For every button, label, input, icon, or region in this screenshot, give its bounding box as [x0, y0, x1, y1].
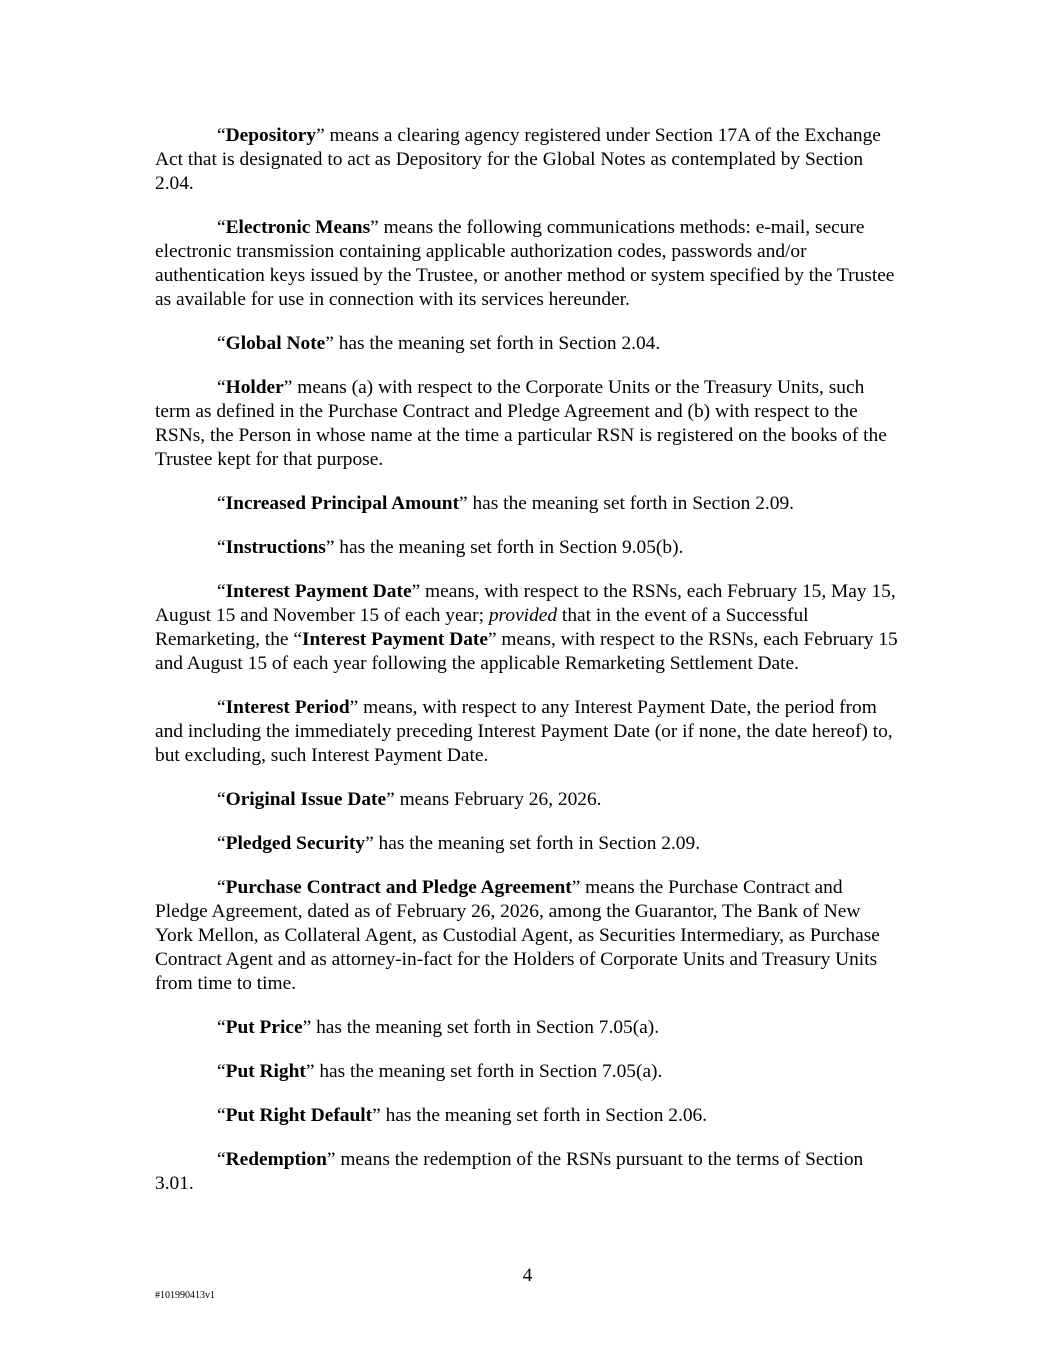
defined-term: Put Right — [225, 1061, 306, 1082]
close-quote: ” — [316, 125, 325, 146]
open-quote: “ — [217, 1061, 226, 1082]
defined-term: Redemption — [225, 1149, 327, 1170]
close-quote: ” — [459, 493, 468, 514]
close-quote: ” — [349, 697, 359, 718]
definition-redemption — [155, 1148, 900, 1196]
open-quote: “ — [217, 697, 226, 718]
definition-instructions — [155, 536, 900, 560]
close-quote: ” — [365, 833, 374, 854]
open-quote: “ — [217, 377, 226, 398]
open-quote: “ — [217, 493, 226, 514]
definition-electronic-means — [155, 216, 900, 312]
defined-term: Interest Period — [225, 697, 350, 718]
defined-term: Original Issue Date — [225, 789, 387, 810]
definition-text: has the meaning set forth in Section 9.05(b). — [334, 537, 684, 558]
definition-text: has the meaning set forth in Section 2.09. — [467, 493, 794, 514]
open-quote: “ — [217, 833, 226, 854]
open-quote: “ — [217, 333, 226, 354]
definition-text: has the meaning set forth in Section 2.04. — [333, 333, 661, 354]
close-quote: ” — [326, 1149, 336, 1170]
definition-text: has the meaning set forth in Section 2.06. — [380, 1105, 708, 1126]
definition-text: means the Purchase Contract and Pledge Agreement, dated as of February 26, 2026, among the Guarantor, The Bank of New York Mellon, as Collateral Agent, as Custodial Agent, as Securities Intermediary, as Purchase Contract Agent and as attorney-in-fact for the Holders of Corporate Units and Treasury Units from time to time. — [155, 877, 880, 994]
open-quote: “ — [217, 537, 226, 558]
open-quote: “ — [217, 789, 226, 810]
document-id: #101990413v1 — [155, 1290, 215, 1301]
definition-text: means the redemption of the RSNs pursuant to the terms of Section 3.01. — [155, 1149, 864, 1194]
definition-interest-payment-date — [155, 580, 900, 676]
definition-pledged-security — [155, 832, 900, 856]
close-quote: ” — [325, 537, 335, 558]
definition-text: that in the event of a Successful Remarketing, the “ — [155, 605, 809, 650]
close-quote: ” — [571, 877, 581, 898]
open-quote: “ — [217, 877, 226, 898]
open-quote: “ — [217, 581, 226, 602]
defined-term: Electronic Means — [225, 217, 371, 238]
definition-global-note — [155, 332, 900, 356]
definition-put-right — [155, 1060, 900, 1084]
close-quote: ” — [411, 581, 421, 602]
open-quote: “ — [217, 1017, 226, 1038]
open-quote: “ — [217, 1105, 226, 1126]
definition-holder — [155, 376, 900, 472]
close-quote: ” — [283, 377, 293, 398]
definition-text: has the meaning set forth in Section 7.05(a). — [311, 1017, 660, 1038]
open-quote: “ — [217, 1149, 226, 1170]
open-quote: “ — [217, 217, 226, 238]
definition-text: means, with respect to any Interest Payment Date, the period from and including the immediately preceding Interest Payment Date (or if none, the date hereof) to, but excluding, such Interest Payment Date. — [155, 697, 893, 766]
defined-term: Global Note — [225, 333, 326, 354]
definition-text: ” means, with respect to the RSNs, each February 15 and August 15 of each year following the applicable Remarketing Settlement Date. — [155, 629, 898, 674]
definition-text: has the meaning set forth in Section 2.09. — [373, 833, 701, 854]
definition-text: means (a) with respect to the Corporate Units or the Treasury Units, such term as defined in the Purchase Contract and Pledge Agreement and (b) with respect to the RSNs, the Person in whose name at the time a particular RSN is registered on the books of the Trustee kept for that purpose. — [155, 377, 887, 470]
defined-term: Increased Principal Amount — [225, 493, 460, 514]
definition-original-issue-date — [155, 788, 900, 812]
definition-text: means a clearing agency registered under Section 17A of the Exchange Act that is designated to act as Depository for the Global Notes as contemplated by Section 2.04. — [155, 125, 881, 194]
defined-term: Interest Payment Date — [225, 581, 412, 602]
close-quote: ” — [372, 1105, 381, 1126]
defined-term: Interest Payment Date — [302, 629, 488, 650]
defined-term: Depository — [225, 125, 317, 146]
definition-purchase-contract-and-pledge-agreement — [155, 876, 900, 996]
definitions-list — [155, 124, 900, 1216]
close-quote: ” — [370, 217, 379, 238]
page-number: 4 — [522, 1265, 533, 1286]
definition-text: has the meaning set forth in Section 7.05(a). — [314, 1061, 663, 1082]
defined-term: Put Price — [225, 1017, 303, 1038]
defined-term: Holder — [225, 377, 284, 398]
definition-put-price — [155, 1016, 900, 1040]
defined-term: Instructions — [225, 537, 326, 558]
close-quote: ” — [302, 1017, 312, 1038]
close-quote: ” — [386, 789, 395, 810]
definition-text: means the following communications methods: e-mail, secure electronic transmission containing applicable authorization codes, passwords and/or authentication keys issued by the Trustee, or another method or system specified by the Trustee as available for use in connection with its services hereunder. — [155, 217, 895, 310]
defined-term: Put Right Default — [225, 1105, 373, 1126]
definition-put-right-default — [155, 1104, 900, 1128]
close-quote: ” — [325, 333, 334, 354]
open-quote: “ — [217, 125, 226, 146]
defined-term: Pledged Security — [225, 833, 366, 854]
definition-increased-principal-amount — [155, 492, 900, 516]
definition-text: means February 26, 2026. — [394, 789, 602, 810]
definition-depository — [155, 124, 900, 196]
defined-term: Purchase Contract and Pledge Agreement — [225, 877, 572, 898]
italic-term: provided — [488, 605, 558, 626]
definition-text: means, with respect to the RSNs, each February 15, May 15, August 15 and November 15 of each year; — [155, 581, 896, 626]
definition-interest-period — [155, 696, 900, 768]
close-quote: ” — [305, 1061, 315, 1082]
